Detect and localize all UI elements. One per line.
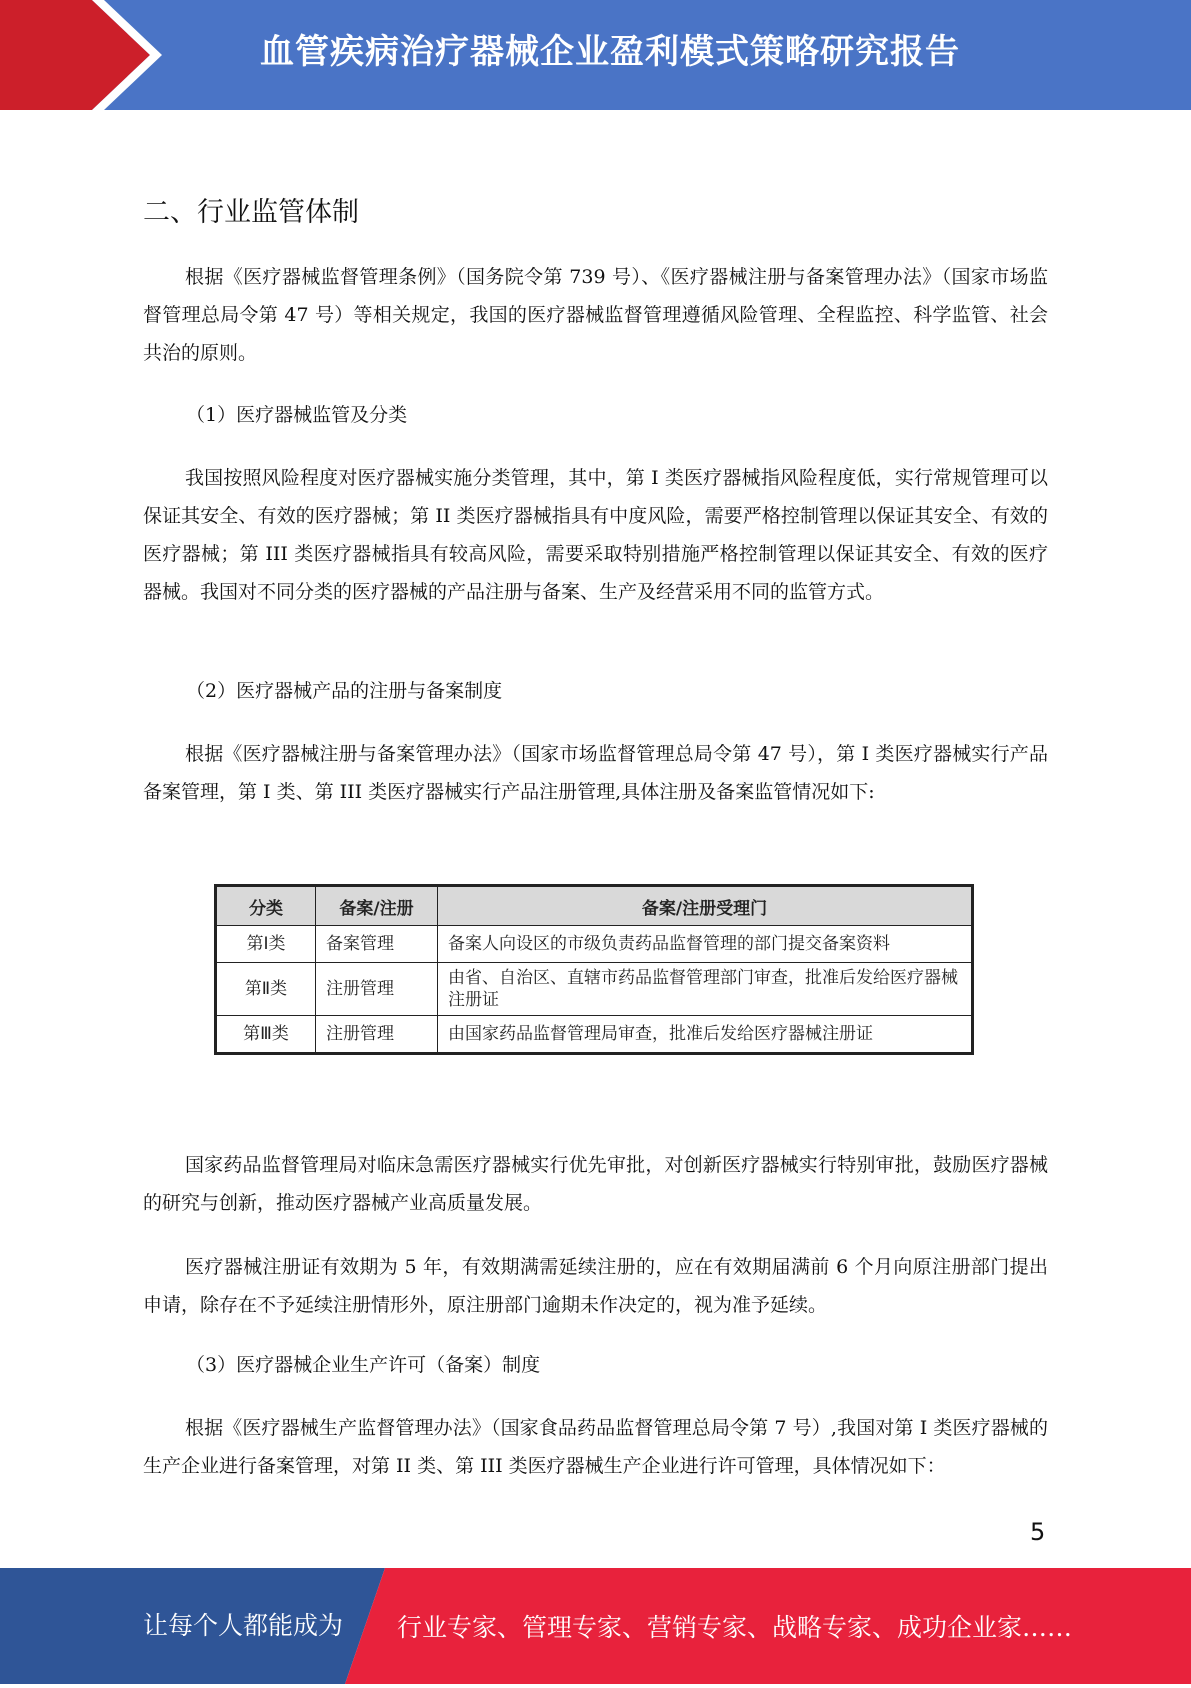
table-header-cell: 分类	[216, 886, 316, 926]
table-cell: 注册管理	[316, 963, 438, 1016]
table-cell: 第Ⅲ类	[216, 1016, 316, 1054]
page-number: 5	[1030, 1518, 1046, 1546]
section-title: 二、行业监管体制	[143, 197, 359, 228]
footer-slogan-right: 行业专家、管理专家、营销专家、战略专家、成功企业家……	[397, 1613, 1073, 1642]
paragraph-regulation-basis: 根据《医疗器械监督管理条例》（国务院令第 739 号）、《医疗器械注册与备案管理办法》（国家市场监督管理总局令第 47 号）等相关规定，我国的医疗器械监督管理遵循风险管理、全程监控、科学监管、社会共治的原则。	[143, 266, 1048, 364]
table-cell: 由国家药品监督管理局审查，批准后发给医疗器械注册证	[438, 1016, 973, 1054]
table-row	[216, 963, 973, 1016]
table-header-cell: 备案/注册受理门	[438, 886, 973, 926]
paragraph-priority-approval: 国家药品监督管理局对临床急需医疗器械实行优先审批，对创新医疗器械实行特别审批，鼓励医疗器械的研究与创新，推动医疗器械产业高质量发展。	[143, 1154, 1048, 1214]
table-header-cell: 备案/注册	[316, 886, 438, 926]
table-cell: 由省、自治区、直辖市药品监督管理部门审查，批准后发给医疗器械注册证	[438, 963, 973, 1016]
table-cell: 第Ⅱ类	[216, 963, 316, 1016]
table-cell: 备案人向设区的市级负责药品监督管理的部门提交备案资料	[438, 926, 973, 963]
subheading-classification: （1）医疗器械监管及分类	[186, 404, 408, 426]
subheading-production-license: （3）医疗器械企业生产许可（备案）制度	[186, 1354, 541, 1376]
table-cell: 注册管理	[316, 1016, 438, 1054]
page-header	[0, 0, 1191, 110]
paragraph-production-license: 根据《医疗器械生产监督管理办法》（国家食品药品监督管理总局令第 7 号）,我国对第 I 类医疗器械的生产企业进行备案管理，对第 II 类、第 III 类医疗器械生产企业进行许可管理，具体情况如下：	[143, 1417, 1048, 1477]
paragraph-classification: 我国按照风险程度对医疗器械实施分类管理，其中，第 I 类医疗器械指风险程度低，实行常规管理可以保证其安全、有效的医疗器械；第 II 类医疗器械指具有中度风险，需要严格控制管理以保证其安全、有效的医疗器械；第 III 类医疗器械指具有较高风险，需要采取特别措施严格控制管理以保证其安全、有效的医疗器械。我国对不同分类的医疗器械的产品注册与备案、生产及经营采用不同的监管方式。	[143, 467, 1048, 603]
subheading-registration: （2）医疗器械产品的注册与备案制度	[186, 680, 503, 702]
table-cell: 备案管理	[316, 926, 438, 963]
report-title: 血管疾病治疗器械企业盈利模式策略研究报告	[260, 32, 960, 72]
registration-table	[214, 884, 974, 1055]
table-row	[216, 1016, 973, 1054]
table-cell: 第Ⅰ类	[216, 926, 316, 963]
table-row	[216, 926, 973, 963]
page-footer	[0, 1568, 1191, 1684]
footer-slogan-left: 让每个人都能成为	[143, 1611, 344, 1640]
paragraph-registration: 根据《医疗器械注册与备案管理办法》（国家市场监督管理总局令第 47 号），第 I 类医疗器械实行产品备案管理，第 I 类、第 III 类医疗器械实行产品注册管理,具体注册及备案监管情况如下:	[143, 743, 1048, 803]
table-header-row	[216, 886, 973, 926]
paragraph-certificate-validity: 医疗器械注册证有效期为 5 年，有效期满需延续注册的，应在有效期届满前 6 个月向原注册部门提出申请，除存在不予延续注册情形外，原注册部门逾期未作决定的，视为准予延续。	[143, 1256, 1048, 1316]
